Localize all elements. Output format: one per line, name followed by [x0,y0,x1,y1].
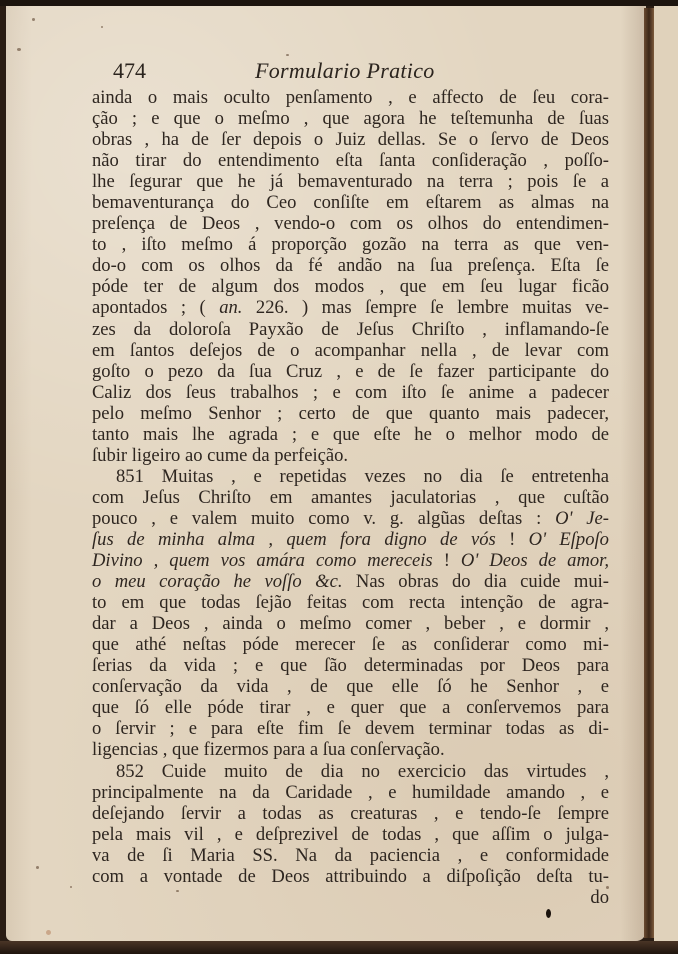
text-fragment: pouco , e valem muito como v. g. algũas deſtas : [92,507,556,529]
text-line [92,550,609,571]
text-line: dar a Deos , ainda o meſmo comer , beber , e dormir , [92,613,609,635]
text-line: com a vontade de Deos attribuindo a diſpoſição deſta tu- [92,865,609,887]
text-line-with-reference [92,297,609,318]
paragraph-851-first-line [92,466,609,487]
text-line: bemaventurança do Ceo conſiſte em eſtarem as almas na [92,192,609,214]
text-line: pela mais vil , e deſprezivel de todas , que aſſim o julga- [92,823,609,845]
italic-prayer: O' Eſpoſo [528,528,609,550]
text-line: ſubir ligeiro ao cume da perfeição. [92,444,349,466]
text-line [92,529,609,550]
text-line: conſervação da vida , de que elle ſó he Senhor , e [92,676,609,698]
text-line: em ſantos deſejos de o acompanhar nella , de levar com [92,339,609,361]
page-number: 474 [113,58,146,83]
text-line: que athé neſtas póde merecer ſe as conſiderar como mi- [92,634,609,656]
book-bottom-edge [0,941,678,954]
text-line: Caliz dos ſeus trabalhos ; e com iſto ſe anime a padecer [92,381,609,403]
italic-prayer: ſus de minha alma , quem fora digno de vós [92,528,496,550]
cross-reference-abbrev: an. [219,297,243,319]
text-fragment: 226. ) mas ſempre ſe lembre muitas ve- [242,297,609,319]
book-gutter [644,8,654,938]
text-line: zes da doloroſa Payxão de Jeſus Chriſto , inflamando-ſe [92,318,609,340]
text-line [92,508,609,529]
text-line: goſto o pezo da ſua Cruz , e de ſe fazer participante do [92,360,609,382]
italic-prayer: O' Je- [555,507,609,529]
text-line: obras , ha de ſer depois o Juiz dellas. Se o ſervo de Deos [92,129,609,151]
text-line: deſejando ſervir a todas as creaturas , e tendo-ſe ſempre [92,802,609,824]
text-line: do-o com os olhos da fé andão na ſua preſença. Eſta ſe [92,255,609,277]
italic-prayer: O' Deos de amor, [460,550,609,572]
text-fragment: ! [432,550,461,572]
text-line: não tirar do entendimento eſta ſanta conſideração , poſſo- [92,150,609,172]
text-line [92,571,609,592]
text-line: va de ſi Maria SS. Na da paciencia , e conformidade [92,844,609,866]
text-line: pelo meſmo Senhor ; certo de que quanto mais padecer, [92,402,609,424]
ink-blot [546,909,551,918]
paragraph-number: 852 [116,760,144,782]
text-line: ção ; e que o meſmo , que agora he teſtemunha de ſuas [92,108,609,130]
italic-prayer: o meu coração he voſſo &c. [92,571,343,593]
text-line: preſença de Deos , vendo-o com os olhos do entendimen- [92,213,609,235]
catchword: do [590,886,609,908]
text-line: com Jeſus Chriſto em amantes jaculatorias , que cuſtão [92,486,609,508]
text-line: tanto mais lhe agrada ; e que eſte he o melhor modo de [92,423,609,445]
body-text [92,87,609,908]
text-line: póde ter de algum dos modos , que em ſeu lugar ficão [92,276,609,298]
running-title: Formulario Pratico [255,58,435,83]
text-fragment: Muitas , e repetidas vezes no dia ſe entretenha [161,465,609,487]
text-line: que ſó elle póde tirar , e quer que a conſervemos para [92,697,609,719]
page-header [113,58,533,88]
text-line: to em que todas ſejão feitas com recta intenção de agra- [92,592,609,614]
text-line: ligencias , que fizermos para a ſua conſervação. [92,739,445,761]
facing-page-edge [654,6,678,941]
text-line: principalmente na da Caridade , e humildade amando , e [92,781,609,803]
paragraph-number: 851 [116,465,144,487]
italic-prayer: Divino , quem vos amára como mereceis [92,550,433,572]
text-fragment: apontados ; ( [92,297,220,319]
text-line: o ſervir ; e para eſte fim ſe devem terminar todas as di- [92,718,609,740]
text-fragment: ! [495,528,529,550]
text-fragment: Nas obras do dia cuide mui- [342,571,609,593]
text-line: to , iſto meſmo á proporção gozão na terra as que ven- [92,234,609,256]
text-fragment: Cuide muito de dia no exercicio das virtudes , [161,760,609,782]
text-line: lhe ſegurar que he já bemaventurado na terra ; pois ſe a [92,171,609,193]
text-line: ainda o mais oculto penſamento , e affecto de ſeu cora- [92,87,609,108]
text-line: ſerias da vida ; e que ſão determinadas por Deos para [92,655,609,677]
paragraph-852-first-line [92,761,609,782]
